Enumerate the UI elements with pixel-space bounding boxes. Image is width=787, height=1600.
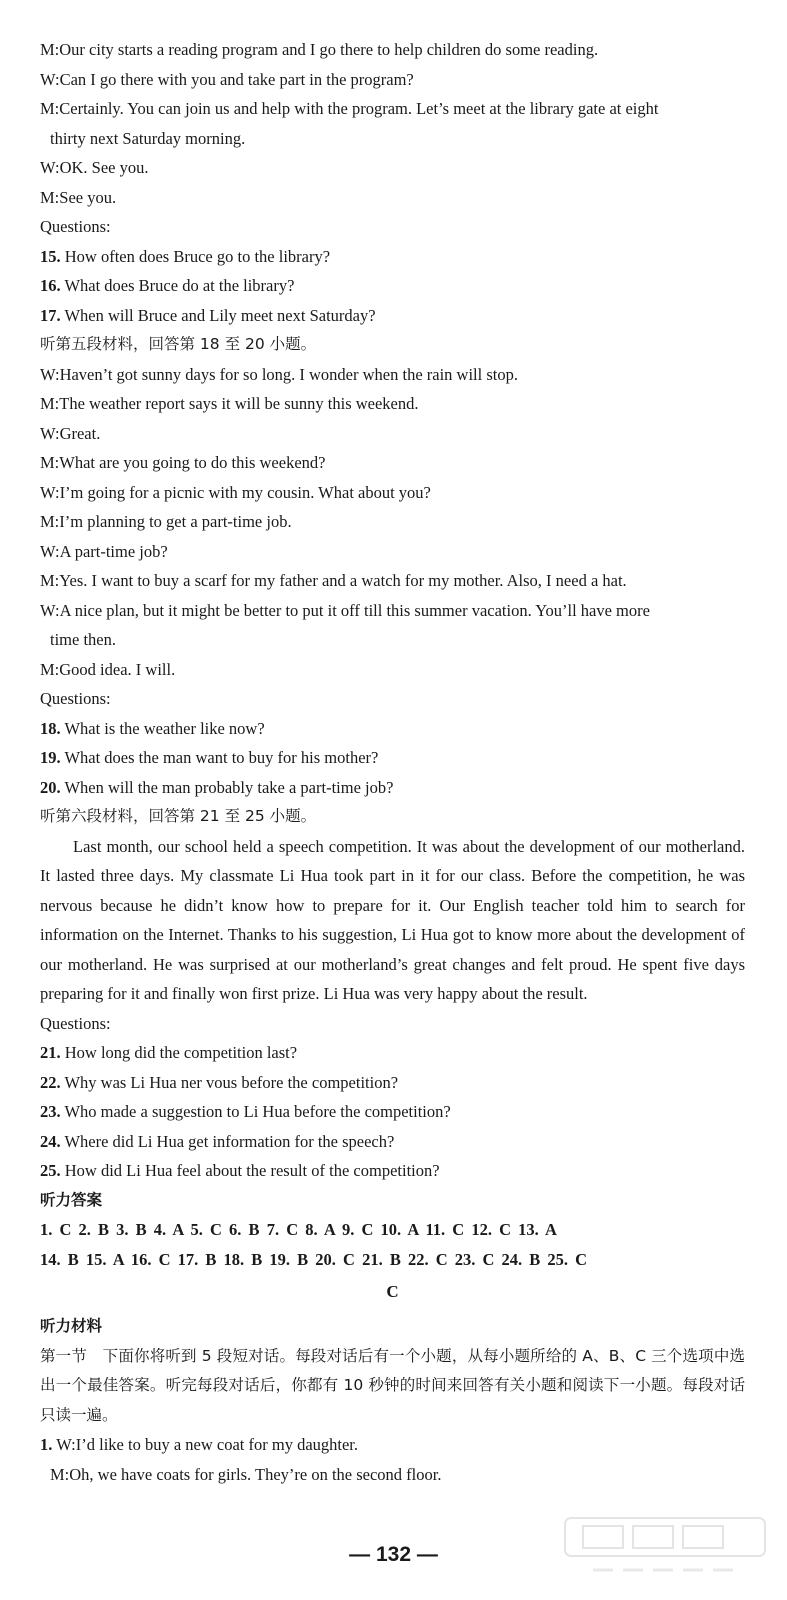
question-item: 20. When will the man probably take a part-time job? <box>40 777 394 797</box>
question-item: 24. Where did Li Hua get information for the speech? <box>40 1131 395 1151</box>
question-item: 22. Why was Li Hua ner vous before the competition? <box>40 1072 399 1092</box>
question-item: 18. What is the weather like now? <box>40 718 265 738</box>
section-instructions: 第一节 下面你将听到 5 段短对话。每段对话后有一个小题，从每小题所给的 A、B、C 三个选项中选出一个最佳答案。听完每段对话后，你都有 10 秒钟的时间来回答有关小题和阅读下一小题。每段对话只读一遍。 <box>40 1346 745 1424</box>
dialogue-line: W:OK. See you. <box>40 158 149 177</box>
answers-heading: 听力答案 <box>40 1190 103 1209</box>
dialogue-line: M:See you. <box>40 187 117 207</box>
question-item: 17. When will Bruce and Lily meet next Saturday? <box>40 305 376 325</box>
questions-label: Questions: <box>40 1013 111 1033</box>
dialogue-line: M:Our city starts a reading program and I go there to help children do some reading. <box>40 40 599 59</box>
dialogue-line: W:I’m going for a picnic with my cousin. What about you? <box>40 482 431 502</box>
dialogue-line: 1. W:I’d like to buy a new coat for my daughter. <box>40 1435 359 1454</box>
question-item: 16. What does Bruce do at the library? <box>40 276 295 295</box>
question-item: 25. How did Li Hua feel about the result of the competition? <box>40 1161 440 1180</box>
dialogue-line: M:Yes. I want to buy a scarf for my father and a watch for my mother. Also, I need a hat. <box>40 571 627 590</box>
section-heading-part5: 听第五段材料，回答第 18 至 20 小题。 <box>40 335 317 353</box>
section-letter: C <box>386 1282 399 1301</box>
dialogue-line-continuation: thirty next Saturday morning. <box>50 128 246 148</box>
question-item: 15. How often does Bruce go to the library? <box>40 246 331 266</box>
dialogue-line: W:Great. <box>40 423 101 443</box>
dialogue-line: M:Good idea. I will. <box>40 659 176 679</box>
answers-row: 1. C 2. B 3. B 4. A 5. C 6. B 7. C 8. A 9. C 10. A 11. C 12. C 13. A <box>40 1220 557 1239</box>
watermark-logo <box>563 1512 773 1592</box>
dialogue-part4-end <box>40 35 745 212</box>
dialogue-part5 <box>40 360 745 685</box>
questions-label: Questions: <box>40 217 111 236</box>
dialogue-line: W:A part-time job? <box>40 541 168 561</box>
dialogue-line: M:The weather report says it will be sunny this weekend. <box>40 394 419 413</box>
questions-list <box>40 242 745 331</box>
dialogue-line: M:Oh, we have coats for girls. They’re on the second floor. <box>50 1464 442 1484</box>
questions-label: Questions: <box>40 689 111 708</box>
dialogue-line: M:I’m planning to get a part-time job. <box>40 512 292 531</box>
dialogue-line-continuation: time then. <box>50 630 116 649</box>
dialogue-line: W:Haven’t got sunny days for so long. I wonder when the rain will stop. <box>40 364 518 384</box>
questions-list <box>40 714 745 803</box>
passage-paragraph: Last month, our school held a speech competition. It was about the development of our motherland. It lasted three days. My classmate Li Hua took part in it for our class. Before the competition, he was nervous because he didn’t know how to prepare for it. Our English teacher told him to search for information on the Internet. Thanks to his suggestion, Li Hua got to know more about the development of our motherland. He was surprised at our motherland’s great changes and felt proud. He spent five days preparing for it and finally won first prize. Li Hua was very happy about the result. <box>40 836 745 1003</box>
dialogue-line: W:A nice plan, but it might be better to put it off till this summer vacation. You’ll have more <box>40 600 650 620</box>
questions-list <box>40 1038 745 1186</box>
page-number: — 132 — <box>349 1543 438 1566</box>
section-heading-part6: 听第六段材料，回答第 21 至 25 小题。 <box>40 807 317 825</box>
question-item: 23. Who made a suggestion to Li Hua before the competition? <box>40 1102 451 1121</box>
document-page <box>40 35 745 1489</box>
dialogue-line: M:What are you going to do this weekend? <box>40 453 326 472</box>
material-heading: 听力材料 <box>40 1317 103 1335</box>
question-item: 19. What does the man want to buy for his mother? <box>40 748 379 767</box>
dialogue-line: W:Can I go there with you and take part in the program? <box>40 69 414 89</box>
dialogue-line: M:Certainly. You can join us and help with the program. Let’s meet at the library gate at eight <box>40 99 659 118</box>
question-item: 21. How long did the competition last? <box>40 1043 298 1062</box>
answers-row: 14. B 15. A 16. C 17. B 18. B 19. B 20. C 21. B 22. C 23. C 24. B 25. C <box>40 1249 588 1269</box>
